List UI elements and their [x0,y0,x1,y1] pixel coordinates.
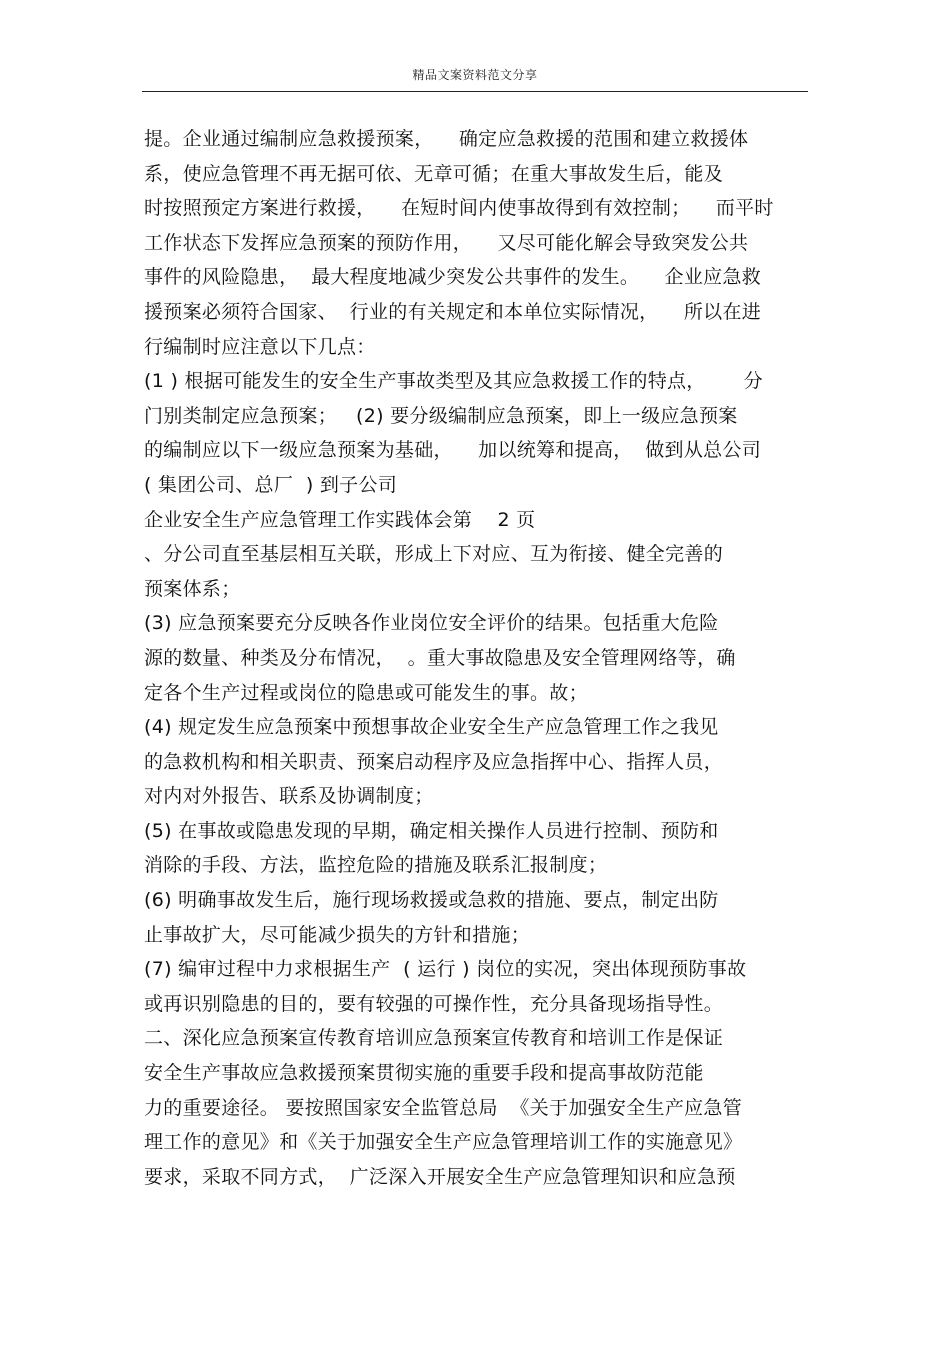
text-line: (5) 在事故或隐患发现的早期，确定相关操作人员进行控制、预防和 [144,819,719,842]
page-header: 精品文案资料范文分享 [412,68,538,82]
text-line: (4) 规定发生应急预案中预想事故企业安全生产应急管理工作之我见 [144,716,719,739]
text-line: (6) 明确事故发生后，施行现场救援或急救的措施、要点，制定出防 [144,889,719,912]
text-line: 行编制时应注意以下几点： [144,335,376,358]
text-line: 安全生产事故应急救援预案贯彻实施的重要手段和提高事故防范能 [144,1062,704,1085]
text-line: (7) 编审过程中力求根据生产 ( 运行 ) 岗位的实况，突出体现预防事故 [144,958,747,981]
text-line: 时按照预定方案进行救援， 在短时间内使事故得到有效控制； 而平时 [144,197,774,220]
text-line: 力的重要途径。 要按照国家安全监管总局 《关于加强安全生产应急管 [144,1096,743,1119]
text-line: 对内对外报告、联系及协调制度； [144,785,434,808]
text-line: 源的数量、种类及分布情况， 。重大事故隐患及安全管理网络等，确 [144,646,736,669]
text-line: 止事故扩大，尽可能减少损失的方针和措施； [144,923,531,946]
text-line: 门别类制定应急预案； (2) 要分级编制应急预案，即上一级应急预案 [144,404,738,427]
text-line: 、分公司直至基层相互关联，形成上下对应、互为衔接、健全完善的 [144,543,724,566]
text-line: 理工作的意见》和《关于加强安全生产应急管理培训工作的实施意见》 [144,1131,743,1154]
text-line: 消除的手段、方法，监控危险的措施及联系汇报制度； [144,854,608,877]
text-line: 要求，采取不同方式， 广泛深入开展安全生产应急管理知识和应急预 [144,1165,736,1188]
text-line: (3) 应急预案要充分反映各作业岗位安全评价的结果。包括重大危险 [144,612,719,635]
header-divider [142,91,808,92]
text-line: (1 ) 根据可能发生的安全生产事故类型及其应急救援工作的特点， 分 [144,370,763,393]
text-line: 预案体系； [144,577,241,600]
text-line: 工作状态下发挥应急预案的预防作用， 又尽可能化解会导致突发公共 [144,231,749,254]
text-line: 系，使应急管理不再无据可依、无章可循；在重大事故发生后，能及 [144,162,724,185]
text-line: 提。企业通过编制应急救援预案， 确定应急救援的范围和建立救援体 [144,128,749,150]
text-line: 的编制应以下一级应急预案为基础， 加以统筹和提高， 做到从总公司 [144,439,762,462]
section-heading-line: 二、深化应急预案宣传教育培训应急预案宣传教育和培训工作是保证 [144,1027,724,1050]
text-line: 定各个生产过程或岗位的隐患或可能发生的事。故； [144,681,588,704]
text-line: 援预案必须符合国家、 行业的有关规定和本单位实际情况， 所以在进 [144,300,762,323]
text-line: 的急救机构和相关职责、预案启动程序及应急指挥中心、指挥人员， [144,750,724,773]
page-marker-line: 企业安全生产应急管理工作实践体会第 2 页 [144,508,536,531]
document-body [144,122,814,1194]
text-line: 事件的风险隐患， 最大程度地减少突发公共事件的发生。 企业应急救 [144,266,762,289]
text-line: 或再识别隐患的目的，要有较强的可操作性，充分具备现场指导性。 [144,992,724,1015]
text-line: ( 集团公司、总厂 ) 到子公司 [144,473,398,496]
